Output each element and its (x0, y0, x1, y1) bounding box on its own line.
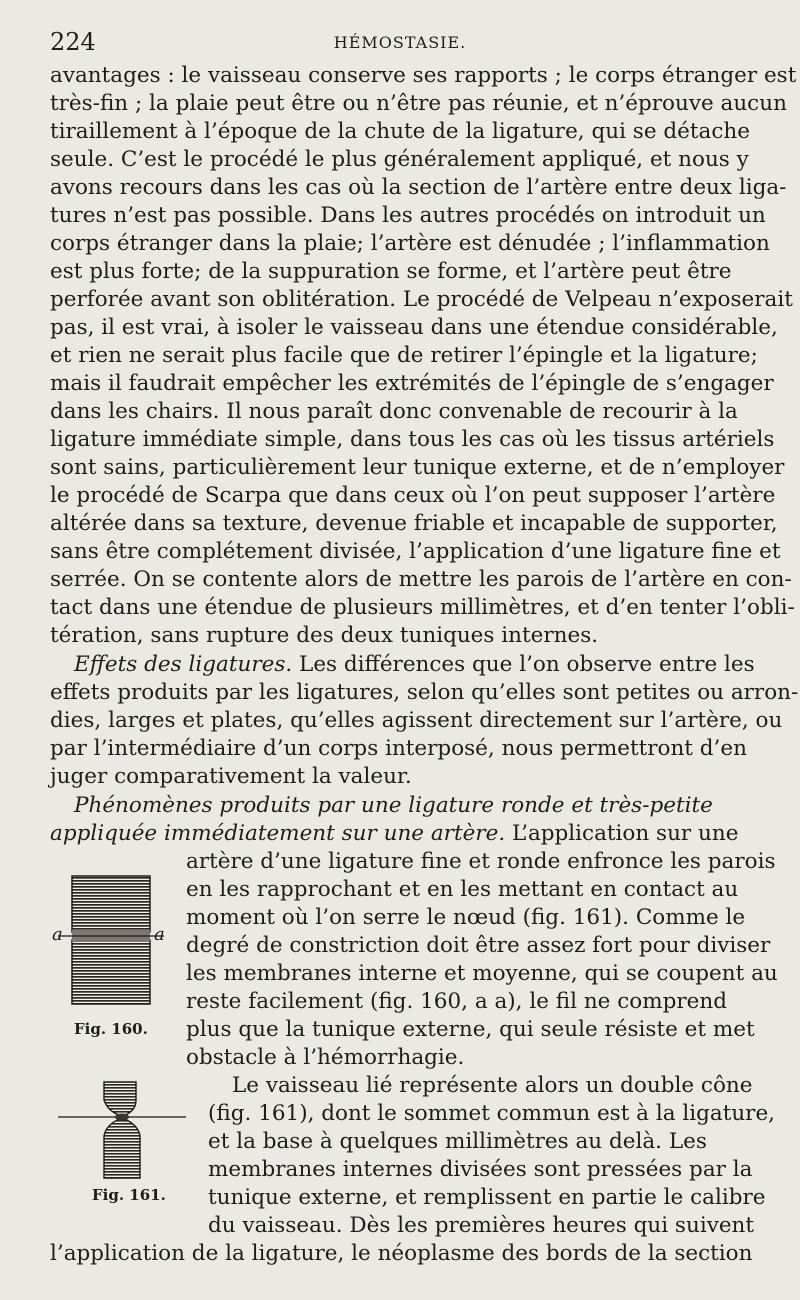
body-line: le procédé de Scarpa que dans ceux où l’on peut supposer l’artère (50, 483, 776, 508)
fig160-text-line: degré de constriction doit être assez fort pour diviser (186, 933, 771, 958)
fig161-text-line: (fig. 161), dont le sommet commun est à la ligature, (208, 1101, 776, 1126)
fig160-text-line: obstacle à l’hémorrhagie. (186, 1045, 465, 1070)
body-line: très-fin ; la plaie peut être ou n’être pas réunie, et n’éprouve aucun (50, 91, 787, 116)
body-line: tération, sans rupture des deux tuniques internes. (50, 623, 599, 648)
fig160-text-line: en les rapprochant et en les mettant en contact au (186, 877, 739, 902)
body-line: avons recours dans les cas où la section de l’artère entre deux liga- (50, 175, 787, 200)
fig161-text-line: et la base à quelques millimètres au delà. Les (208, 1129, 707, 1154)
fig160-text-line: les membranes interne et moyenne, qui se coupent au (186, 961, 778, 986)
fig161-text-line: tunique externe, et remplissent en partie le calibre (208, 1185, 766, 1210)
running-title: HÉMOSTASIE. (333, 33, 467, 52)
body-line: tiraillement à l’époque de la chute de la ligature, qui se détache (50, 119, 750, 144)
figure-161 (56, 1078, 192, 1182)
body-line: est plus forte; de la suppuration se forme, et l’artère peut être (50, 259, 732, 284)
body-line: avantages : le vaisseau conserve ses rapports ; le corps étranger est (50, 63, 797, 88)
phenomenes-heading-1: Phénomènes produits par une ligature ronde et très-petite (74, 793, 713, 818)
fig161-text-line: membranes internes divisées sont pressées par la (208, 1157, 753, 1182)
body-line: serrée. On se contente alors de mettre les parois de l’artère en con- (50, 567, 792, 592)
fig161-caption: Fig. 161. (92, 1186, 166, 1204)
body-line: et rien ne serait plus facile que de retirer l’épingle et la ligature; (50, 343, 758, 368)
body-line: perforée avant son oblitération. Le procédé de Velpeau n’exposerait (50, 287, 793, 312)
body-line: sans être complétement divisée, l’application d’une ligature fine et (50, 539, 781, 564)
effets-first-line (74, 651, 755, 679)
body-line: corps étranger dans la plaie; l’artère est dénudée ; l’inflammation (50, 231, 770, 256)
phenomenes-heading-line2 (50, 820, 739, 848)
phenomenes-line2-text: L’application sur une (505, 821, 739, 846)
fig161-illustration (56, 1078, 192, 1182)
body-line: seule. C’est le procédé le plus généralement appliqué, et nous y (50, 147, 749, 172)
body-line: sont sains, particulièrement leur tunique externe, et de n’employer (50, 455, 785, 480)
fig160-text-line: moment où l’on serre le nœud (fig. 161). Comme le (186, 905, 746, 930)
figure-160 (52, 874, 178, 1014)
effets-line1-text: Les différences que l’on observe entre les (292, 652, 755, 677)
fig160-text-line: artère d’une ligature fine et ronde enfronce les parois (186, 849, 776, 874)
effets-heading: Effets des ligatures. (74, 652, 293, 677)
effets-line: dies, larges et plates, qu’elles agissent directement sur l’artère, ou (50, 708, 783, 733)
body-line: dans les chairs. Il nous paraît donc convenable de recourir à la (50, 399, 738, 424)
fig160-label-a-right: a (154, 924, 165, 945)
fig160-text-line: plus que la tunique externe, qui seule résiste et met (186, 1017, 755, 1042)
effets-line: effets produits par les ligatures, selon qu’elles sont petites ou arron- (50, 680, 799, 705)
page-header (50, 28, 750, 58)
fig160-label-a-left: a (52, 924, 63, 945)
phenomenes-heading-2: appliquée immédiatement sur une artère. (50, 821, 506, 846)
body-line: pas, il est vrai, à isoler le vaisseau dans une étendue considérable, (50, 315, 778, 340)
fig161-text-line: Le vaisseau lié représente alors un double cône (232, 1073, 753, 1098)
page-number: 224 (50, 28, 96, 56)
fig161-text-line: du vaisseau. Dès les premières heures qui suivent (208, 1213, 755, 1238)
body-line: altérée dans sa texture, devenue friable et incapable de supporter, (50, 511, 778, 536)
body-line: tact dans une étendue de plusieurs millimètres, et d’en tenter l’obli- (50, 595, 795, 620)
fig160-caption: Fig. 160. (74, 1020, 148, 1038)
body-line: tures n’est pas possible. Dans les autres procédés on introduit un (50, 203, 766, 228)
phenomenes-last-line: l’application de la ligature, le néoplasme des bords de la section (50, 1241, 753, 1266)
body-line: ligature immédiate simple, dans tous les cas où les tissus artériels (50, 427, 775, 452)
effets-line: juger comparativement la valeur. (50, 764, 412, 789)
body-line: mais il faudrait empêcher les extrémités de l’épingle de s’engager (50, 371, 774, 396)
fig160-text-line: reste facilement (fig. 160, a a), le fil ne comprend (186, 989, 727, 1014)
effets-line: par l’intermédiaire d’un corps interposé, nous permettront d’en (50, 736, 747, 761)
